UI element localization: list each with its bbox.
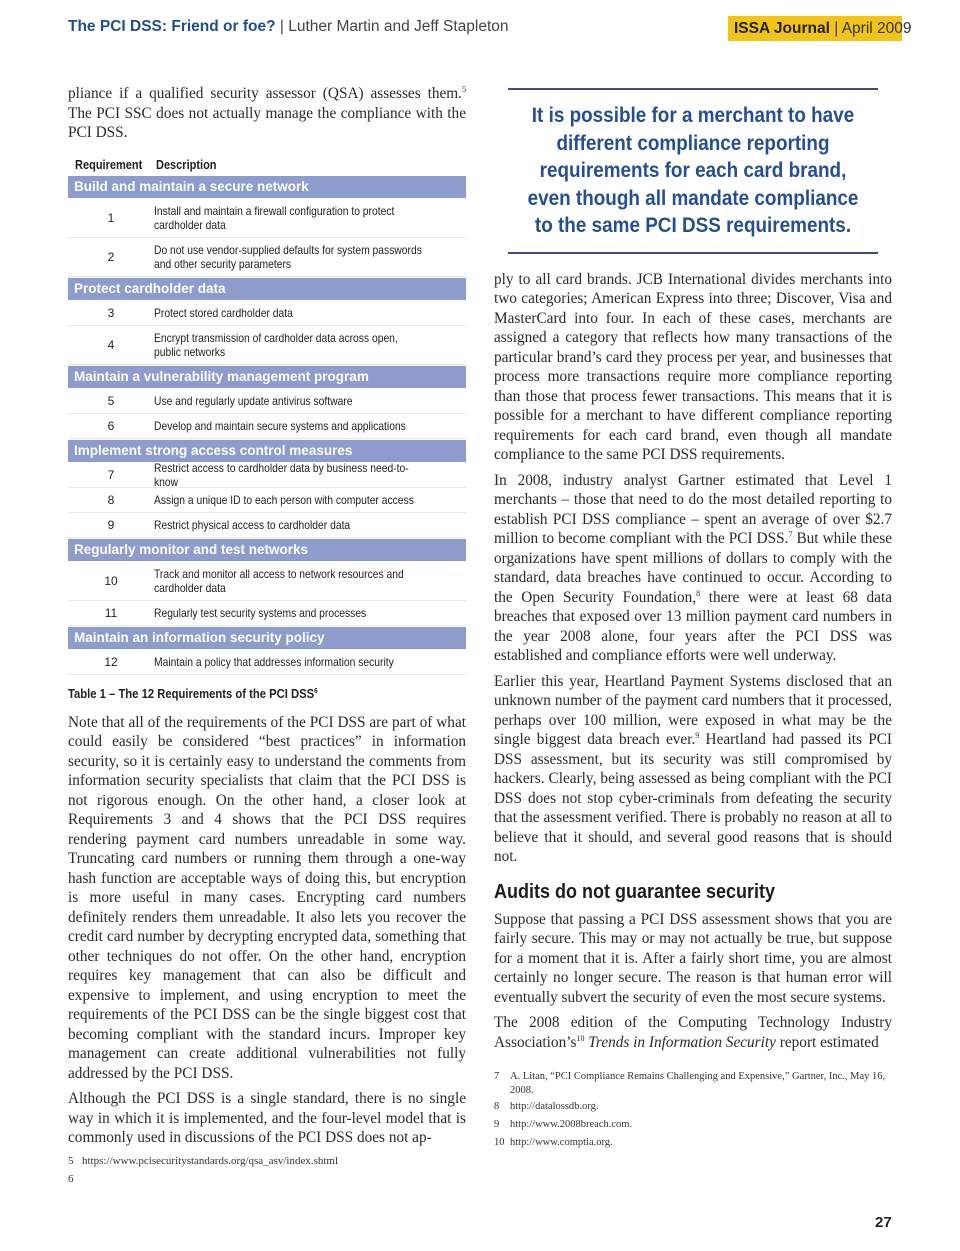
col-description: Description bbox=[156, 157, 217, 172]
footnote-number: 10 bbox=[494, 1137, 505, 1148]
table-section: Regularly monitor and test networks bbox=[68, 539, 466, 562]
req-description: Do not use vendor-supplied defaults for system passwords and other security parameters bbox=[154, 242, 422, 271]
table-section: Implement strong access control measures bbox=[68, 440, 466, 463]
req-number: 12 bbox=[104, 654, 118, 669]
req-number: 11 bbox=[104, 605, 118, 620]
footnote-number: 7 bbox=[494, 1071, 500, 1082]
table-section: Maintain a vulnerability management program bbox=[68, 366, 466, 389]
footnote-text: http://www.comptia.org. bbox=[510, 1137, 613, 1148]
body-paragraph: Although the PCI DSS is a single standard, there is no single way in which it is implemented, and the four-level model that is commonly used in discussions of the PCI DSS does not ap- bbox=[68, 1090, 466, 1146]
req-description: Restrict access to cardholder data by business need-to-know bbox=[154, 460, 409, 489]
req-description: Assign a unique ID to each person with computer access bbox=[154, 492, 414, 507]
req-description: Maintain a policy that addresses information security bbox=[154, 654, 394, 669]
req-description: Develop and maintain secure systems and applications bbox=[154, 418, 406, 433]
footnotes-left bbox=[68, 1152, 466, 1188]
body-paragraph bbox=[494, 471, 892, 666]
paragraph-text: The 2008 edition of the Computing Technology Industry Association’s bbox=[494, 1014, 892, 1051]
col-requirement: Requirement bbox=[75, 157, 143, 172]
req-number: 6 bbox=[107, 418, 115, 433]
page-number: 27 bbox=[875, 1214, 892, 1231]
intro-text-2: The PCI SSC does not actually manage the compliance with the PCI DSS. bbox=[68, 104, 466, 141]
table-row bbox=[68, 414, 466, 439]
paragraph-text: report estimated bbox=[775, 1033, 879, 1051]
req-number: 9 bbox=[107, 517, 115, 532]
paragraph-text: there were at least 68 data breaches that exposed over 13 million payment card numbers in the year 2008 alone, four years after the PCI DSS was established and compliance efforts were well underway. bbox=[494, 588, 892, 664]
footnotes-right bbox=[494, 1068, 892, 1152]
table-section: Build and maintain a secure network bbox=[68, 176, 466, 199]
journal-name: ISSA Journal bbox=[734, 20, 830, 37]
journal-separator: | bbox=[834, 20, 839, 37]
paragraph-text: Heartland had passed its PCI DSS assessment, but its security was still compromised by hackers. Clearly, being assessed as being compliant with the PCI DSS does not stop cyber-criminals from defeating the security that the assessment verified. There is probably no reason at all to believe that it should, and several good reasons that is should not. bbox=[494, 731, 893, 865]
pullquote bbox=[508, 88, 878, 254]
body-paragraph: Note that all of the requirements of the PCI DSS are part of what could easily be considered “best practices” in information security, so it is certainly easy to understand the comments from information security specialists that claim that the PCI DSS is not rigorous enough. On the other hand, a closer look at Requirements 3 and 4 shows that the PCI DSS requires rendering payment card numbers unreadable in some way. Truncating card numbers or running them through a one-way hash function are acceptable ways of doing this, but encryption is more useful in many cases. Encrypting card numbers definitely renders them unreadable. It also lets you recover the credit card number by decrypting encrypted data, something that other techniques do not offer. On the other hand, encryption requires key management that can also be difficult and expensive to implement, and using encryption to meet the requirements of the PCI DSS can be the single biggest cost that becoming compliant with the standard incurs. Improper key management can create additional vulnerabilities not fully addressed by the PCI DSS. bbox=[68, 713, 466, 1082]
req-description: Use and regularly update antivirus software bbox=[154, 393, 353, 408]
footnote-number: 9 bbox=[494, 1119, 500, 1130]
right-column bbox=[494, 84, 892, 1152]
journal-banner bbox=[728, 16, 912, 41]
body-paragraph bbox=[494, 672, 892, 867]
req-number: 1 bbox=[107, 210, 115, 225]
req-description: Track and monitor all access to network resources and cardholder data bbox=[154, 566, 404, 595]
paragraph-text: But while these organizations have spent millions of dollars to comply with the standard, data breaches have continued to occur. According to the Open Security Foundation, bbox=[494, 530, 892, 606]
running-title bbox=[68, 18, 509, 36]
article-title: The PCI DSS: Friend or foe? bbox=[68, 18, 276, 35]
body-paragraph: Suppose that passing a PCI DSS assessment shows that you are fairly secure. This may or may not actually be true, but suppose for a moment that it is. After a fairly short time, you are almost certainly no longer secure. The reason is that human error will eventually subvert the security of even the most secure systems. bbox=[494, 910, 892, 1006]
req-number: 10 bbox=[104, 573, 118, 588]
footnote-text: A. Litan, “PCI Compliance Remains Challenging and Expensive,” Gartner, Inc., May 16, 2008. bbox=[510, 1071, 886, 1096]
page-header bbox=[0, 0, 960, 44]
footnote-ref: 7 bbox=[788, 529, 793, 539]
req-description: Regularly test security systems and processes bbox=[154, 605, 367, 620]
journal-issue: April 2009 bbox=[841, 20, 912, 37]
table-section: Maintain an information security policy bbox=[68, 627, 466, 650]
footnote bbox=[494, 1068, 892, 1098]
body-paragraph bbox=[494, 1013, 892, 1052]
req-number: 3 bbox=[107, 305, 115, 320]
header-separator: | bbox=[279, 18, 284, 35]
table-row bbox=[68, 301, 466, 326]
section-heading: Audits do not guarantee security bbox=[494, 880, 776, 903]
intro-paragraph bbox=[68, 84, 466, 143]
table-row bbox=[68, 238, 466, 277]
footnote bbox=[68, 1152, 466, 1170]
table-row bbox=[68, 513, 466, 538]
footnote-number: 5 bbox=[68, 1155, 74, 1167]
footnote-number: 8 bbox=[494, 1101, 500, 1112]
req-number: 5 bbox=[107, 393, 115, 408]
req-number: 8 bbox=[107, 492, 115, 507]
intro-text: pliance if a qualified security assessor (QSA) assesses them. bbox=[68, 85, 462, 102]
paragraph-text: In 2008, industry analyst Gartner estimated that Level 1 merchants – those that need to do the most detailed reporting to establish PCI DSS compliance – spent an average of over $2.7 million to become compliant with the PCI DSS. bbox=[494, 471, 892, 547]
req-description: Install and maintain a firewall configuration to protect cardholder data bbox=[154, 203, 395, 232]
table-section: Protect cardholder data bbox=[68, 278, 466, 301]
table-row bbox=[68, 326, 466, 365]
body-paragraph: ply to all card brands. JCB International divides merchants into two categories; American Express into three; Discover, Visa and MasterCard into four. In each of these cases, merchants are assigned a category that reflects how many transactions of the particular brand’s card they process per year, and businesses that process more transactions require more compliance reporting than those that process fewer transactions. This means that it is possible for a merchant to have different compliance reporting requirements for each card brand, even though all mandate compliance to the same PCI DSS requirements. bbox=[494, 270, 892, 463]
footnote-text: https://www.pcisecuritystandards.org/qsa_asv/index.shtml bbox=[82, 1155, 339, 1167]
footnote-ref: 9 bbox=[695, 730, 700, 740]
table-row bbox=[68, 488, 466, 513]
table-row bbox=[68, 562, 466, 601]
req-number: 7 bbox=[107, 467, 115, 482]
req-description: Restrict physical access to cardholder data bbox=[154, 517, 351, 532]
footnote bbox=[494, 1098, 892, 1116]
footnote-text: http://datalossdb.org. bbox=[510, 1101, 599, 1112]
requirements-table bbox=[68, 155, 466, 675]
table-caption-text: Table 1 – The 12 Requirements of the PCI DSS bbox=[68, 686, 315, 701]
table-caption bbox=[68, 687, 426, 701]
table-row bbox=[68, 460, 466, 489]
table-header bbox=[68, 155, 418, 175]
footnote-number: 6 bbox=[68, 1173, 74, 1185]
table-row bbox=[68, 389, 466, 414]
footnote bbox=[68, 1170, 466, 1188]
pullquote-wrapper bbox=[494, 88, 892, 254]
paragraph-text: Earlier this year, Heartland Payment Systems disclosed that an unknown number of the payment card numbers that it processed, perhaps over 100 million, were exposed in what may be the single biggest data breach ever. bbox=[494, 672, 892, 748]
footnote-ref: 8 bbox=[696, 588, 701, 598]
footnote-ref: 6 bbox=[314, 687, 318, 695]
footnote-text: http://www.2008breach.com. bbox=[510, 1119, 633, 1130]
table-row bbox=[68, 199, 466, 238]
article-authors: Luther Martin and Jeff Stapleton bbox=[288, 18, 509, 35]
footnote-ref: 10 bbox=[576, 1033, 585, 1043]
req-description: Protect stored cardholder data bbox=[154, 305, 293, 320]
table-row bbox=[68, 650, 466, 675]
footnote bbox=[494, 1116, 892, 1134]
req-number: 2 bbox=[107, 249, 115, 264]
req-description: Encrypt transmission of cardholder data across open, public networks bbox=[154, 330, 398, 359]
left-column bbox=[68, 84, 466, 1154]
table-row bbox=[68, 601, 466, 626]
req-number: 4 bbox=[107, 337, 115, 352]
pullquote-text: It is possible for a merchant to have different compliance reporting requirements for each card brand, even though all mandate compliance to the same PCI DSS requirements. bbox=[527, 104, 859, 237]
footnote bbox=[494, 1134, 892, 1152]
footnote-ref: 5 bbox=[462, 84, 466, 94]
report-title: Trends in Information Security bbox=[588, 1033, 776, 1051]
